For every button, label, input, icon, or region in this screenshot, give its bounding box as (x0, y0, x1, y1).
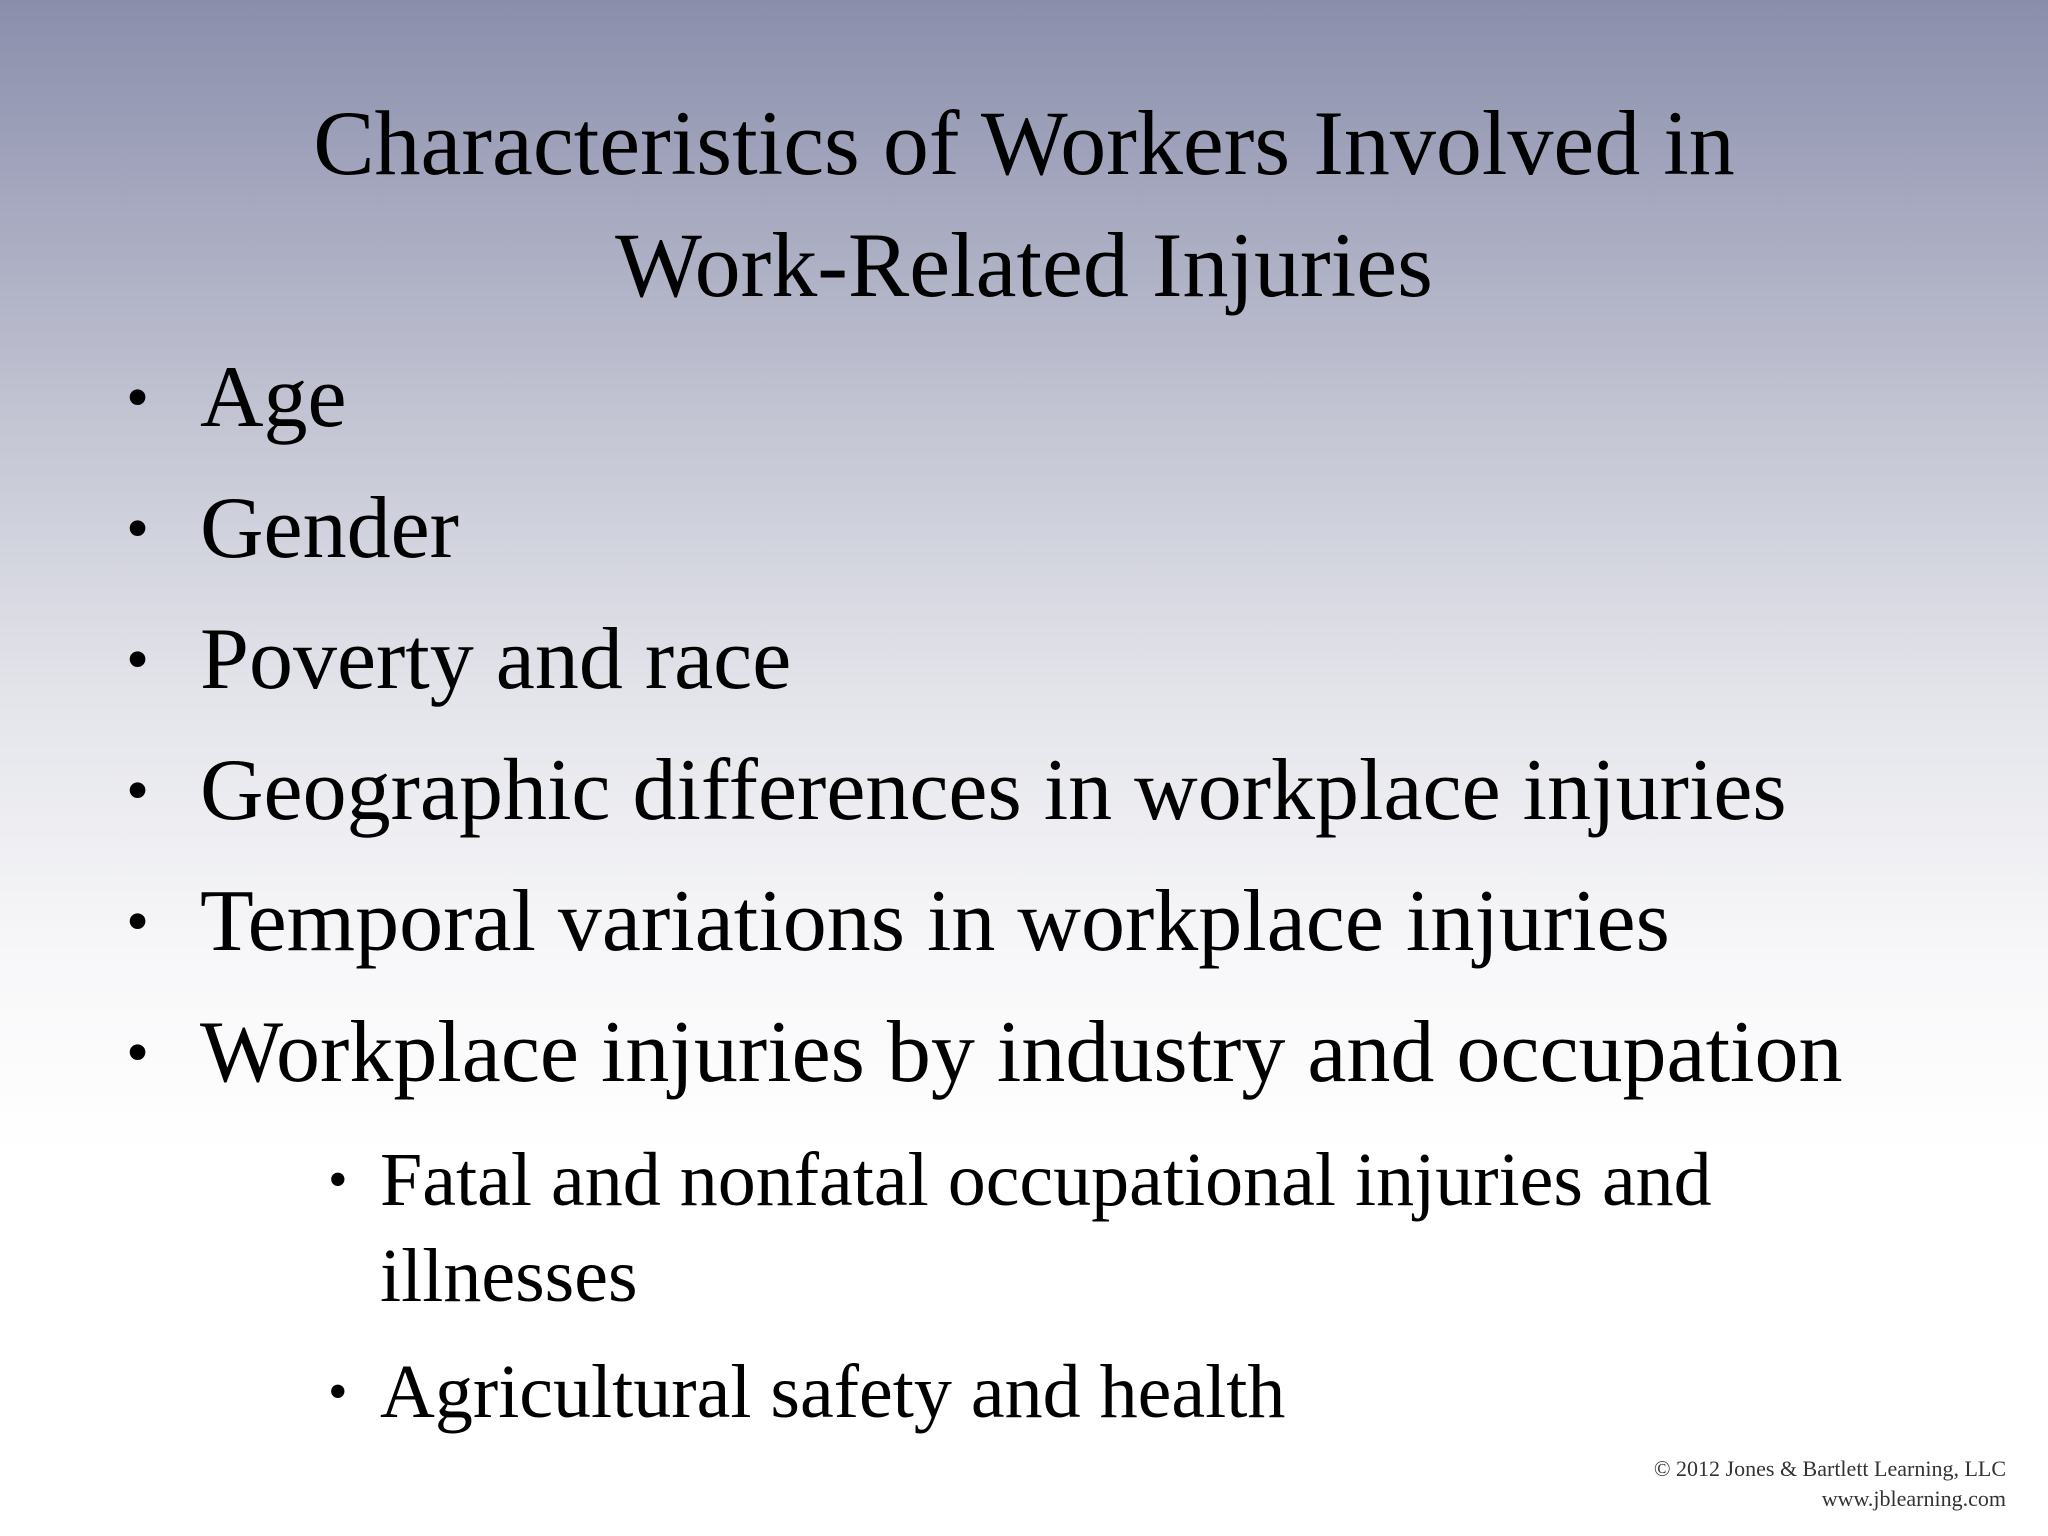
bullet-item-geographic (0, 739, 2048, 870)
bullet-icon: • (126, 492, 150, 565)
bullet-icon: • (126, 1016, 150, 1089)
bullet-icon: • (126, 623, 150, 696)
subbullet-item-fatal-nonfatal (0, 1132, 2048, 1324)
bullet-text: Poverty and race (200, 611, 792, 708)
subbullet-text: Agricultural safety and health (380, 1350, 1286, 1434)
bullet-icon: • (126, 361, 150, 434)
bullet-text: Age (200, 349, 347, 446)
subbullet-item-agricultural (0, 1344, 2048, 1440)
bullet-text: Geographic differences in workplace injuries (200, 742, 1787, 839)
bullet-list (0, 346, 2048, 1132)
bullet-item-industry-occupation (0, 1001, 2048, 1132)
slide-title-line-2: Work-Related Injuries (615, 214, 1433, 316)
bullet-text: Workplace injuries by industry and occupation (200, 1004, 1843, 1101)
bullet-text: Gender (200, 480, 459, 577)
bullet-item-poverty-race (0, 608, 2048, 739)
subbullet-icon: • (328, 1149, 348, 1211)
subbullet-icon: • (328, 1361, 348, 1423)
bullet-text: Temporal variations in workplace injuries (200, 873, 1670, 970)
bullet-item-gender (0, 477, 2048, 608)
copyright-notice (1654, 1454, 2006, 1514)
bullet-icon: • (126, 754, 150, 827)
subbullet-text: Fatal and nonfatal occupational injuries and illnesses (380, 1138, 1712, 1318)
bullet-item-age (0, 346, 2048, 477)
bullet-icon: • (126, 885, 150, 958)
slide-title-line-1: Characteristics of Workers Involved in (313, 92, 1735, 194)
publisher-url: www.jblearning.com (1821, 1486, 2006, 1511)
bullet-item-temporal (0, 870, 2048, 1001)
subbullet-list (0, 1132, 2048, 1460)
slide-title (0, 82, 2048, 326)
copyright-line: © 2012 Jones & Bartlett Learning, LLC (1653, 1456, 2006, 1481)
